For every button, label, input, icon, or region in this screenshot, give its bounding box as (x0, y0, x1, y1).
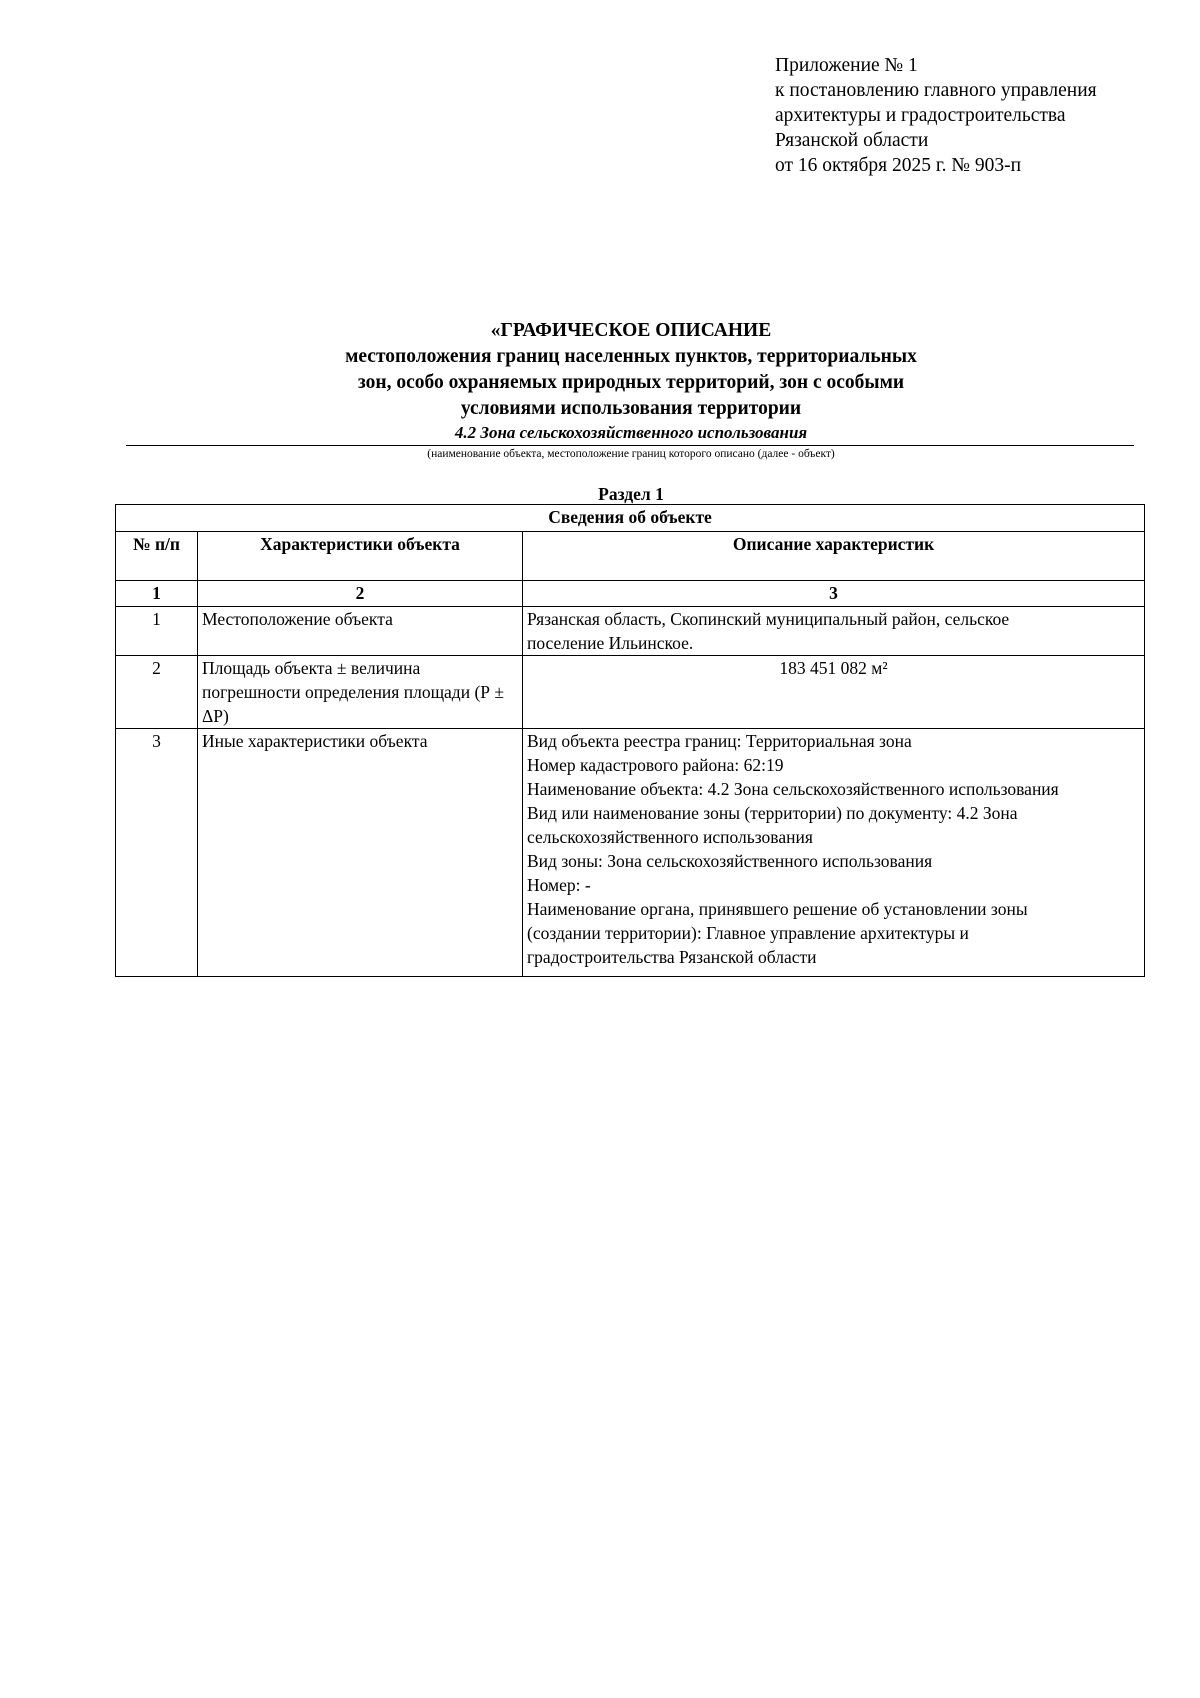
table-row (116, 729, 1145, 977)
table-row (116, 607, 1145, 656)
object-caption: (наименование объекта, местоположение границ которого описано (далее - объект) (427, 448, 835, 460)
row-characteristic: Площадь объекта ± величина погрешности определения площади (Р ± ΔР) (198, 656, 523, 729)
title-line: «ГРАФИЧЕСКОЕ ОПИСАНИЕ (490, 320, 772, 341)
document-title (126, 318, 1136, 444)
section-title: Раздел 1 (598, 484, 664, 504)
header-number: № п/п (116, 532, 198, 581)
column-number: 3 (523, 581, 1145, 607)
title-line: зон, особо охраняемых природных территорий, зон с особыми (357, 372, 905, 393)
object-name: 4.2 Зона сельскохозяйственного использования (454, 423, 808, 442)
area-value: 183 451 082 м² (779, 658, 888, 678)
row-description (523, 656, 1145, 729)
object-info-table (115, 504, 1145, 977)
appendix-line: Рязанской области (775, 130, 929, 151)
appendix-line: архитектуры и градостроительства (775, 105, 1066, 126)
description-line: сельскохозяйственного использования (527, 827, 813, 847)
appendix-note (775, 53, 1097, 178)
appendix-line: к постановлению главного управления (775, 80, 1097, 101)
description-line: Наименование объекта: 4.2 Зона сельскохозяйственного использования (527, 779, 1059, 799)
description-line: Вид объекта реестра границ: Территориальная зона (527, 731, 912, 751)
table-caption: Сведения об объекте (116, 505, 1145, 532)
description-line: Наименование органа, принявшего решение об установлении зоны (527, 899, 1028, 919)
description-line: Номер кадастрового района: 62:19 (527, 755, 784, 775)
description-line: Вид зоны: Зона сельскохозяйственного использования (527, 851, 933, 871)
column-number: 1 (116, 581, 198, 607)
description-line: градостроительства Рязанской области (527, 947, 817, 967)
header-description: Описание характеристик (523, 532, 1145, 581)
row-number: 2 (116, 656, 198, 729)
header-characteristic: Характеристики объекта (198, 532, 523, 581)
description-line: (создании территории): Главное управление архитектуры и (527, 923, 969, 943)
column-number: 2 (198, 581, 523, 607)
row-characteristic: Иные характеристики объекта (198, 729, 523, 977)
row-description (523, 607, 1145, 656)
row-number: 1 (116, 607, 198, 656)
description-line: Вид или наименование зоны (территории) по документу: 4.2 Зона (527, 803, 1018, 823)
appendix-line: Приложение № 1 (775, 55, 918, 76)
row-description (523, 729, 1145, 977)
appendix-line: от 16 октября 2025 г. № 903-п (775, 155, 1022, 176)
description-line: Номер: - (527, 875, 591, 895)
description-line: поселение Ильинское. (527, 633, 694, 653)
title-line: местоположения границ населенных пунктов, территориальных (345, 346, 917, 367)
row-number: 3 (116, 729, 198, 977)
table-row (116, 656, 1145, 729)
underline-divider (126, 445, 1134, 446)
title-line: условиями использования территории (460, 398, 802, 419)
row-characteristic: Местоположение объекта (198, 607, 523, 656)
description-line: Рязанская область, Скопинский муниципальный район, сельское (527, 609, 1010, 629)
